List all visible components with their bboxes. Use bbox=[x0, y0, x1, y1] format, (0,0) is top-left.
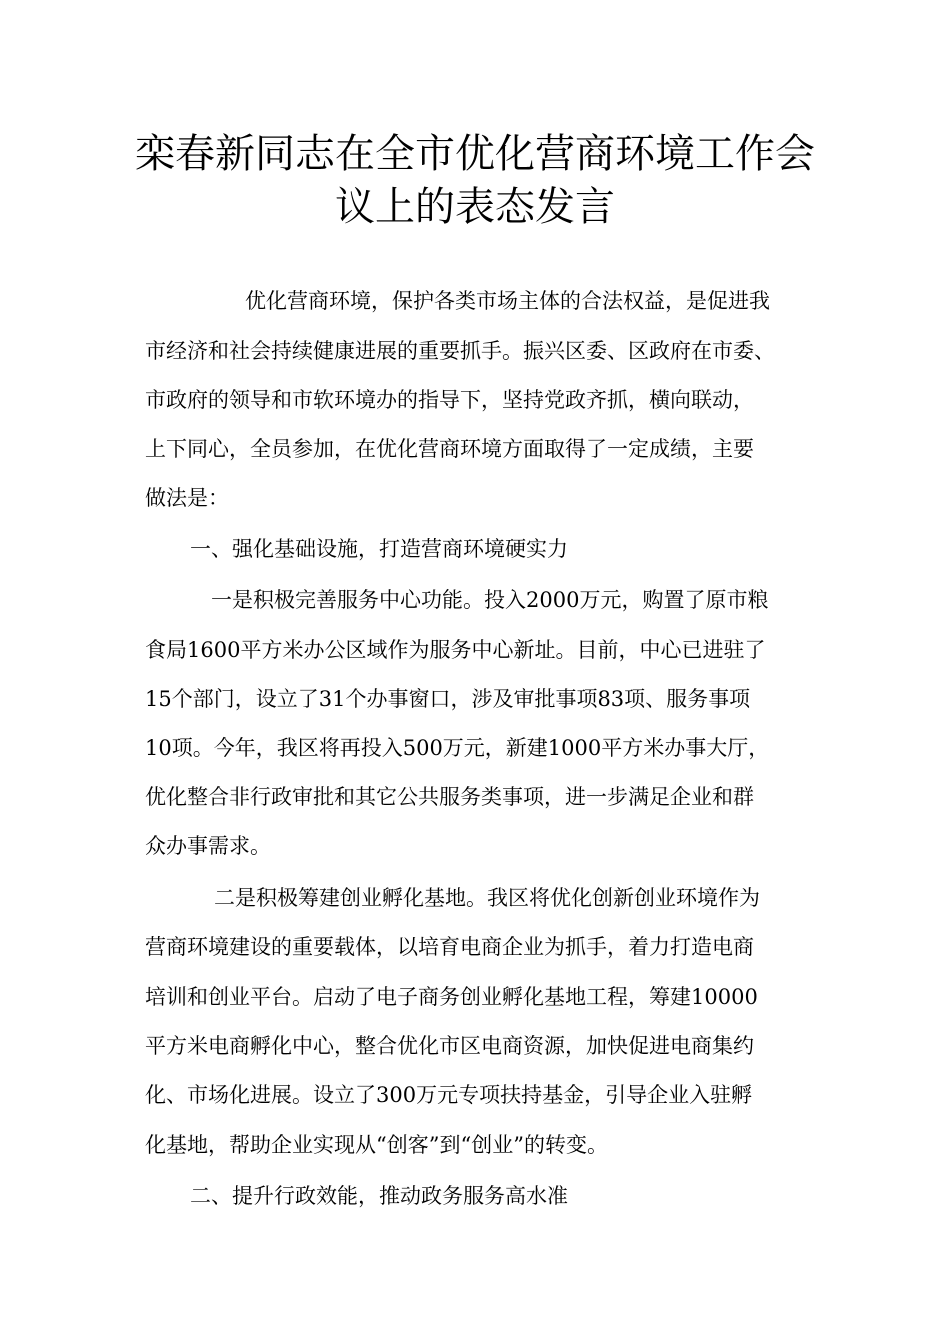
body-line: 营商环境建设的重要载体，以培育电商企业为抓手，着力打造电商 bbox=[145, 935, 754, 959]
document-title-line-2: 议上的表态发言 bbox=[335, 184, 615, 230]
document-title-line-1: 栾春新同志在全市优化营商环境工作会 bbox=[135, 131, 815, 177]
body-line: 平方米电商孵化中心，整合优化市区电商资源，加快促进电商集约 bbox=[145, 1034, 754, 1058]
body-line: 上下同心，全员参加，在优化营商环境方面取得了一定成绩，主要 bbox=[145, 437, 754, 461]
body-line: 优化营商环境，保护各类市场主体的合法权益，是促进我 bbox=[245, 289, 770, 313]
body-line: 化、市场化进展。设立了300万元专项扶持基金，引导企业入驻孵 bbox=[145, 1083, 753, 1107]
body-line: 众办事需求。 bbox=[145, 834, 271, 858]
section-heading-2: 二、提升行政效能，推动政务服务高水准 bbox=[190, 1184, 568, 1208]
body-line: 15个部门，设立了31个办事窗口，涉及审批事项83项、服务事项 bbox=[145, 687, 751, 711]
body-line: 市政府的领导和市软环境办的指导下，坚持党政齐抓，横向联动， bbox=[145, 388, 754, 412]
body-line: 培训和创业平台。启动了电子商务创业孵化基地工程，筹建10000 bbox=[145, 985, 758, 1009]
body-line: 市经济和社会持续健康进展的重要抓手。振兴区委、区政府在市委、 bbox=[145, 339, 775, 363]
body-line: 食局1600平方米办公区域作为服务中心新址。目前，中心已进驻了 bbox=[145, 638, 766, 662]
body-line: 10项。今年，我区将再投入500万元，新建1000平方米办事大厅， bbox=[145, 736, 770, 760]
body-line: 做法是： bbox=[145, 486, 229, 510]
body-line: 化基地，帮助企业实现从“创客”到“创业”的转变。 bbox=[145, 1133, 608, 1157]
body-line: 一是积极完善服务中心功能。投入2000万元，购置了原市粮 bbox=[211, 588, 769, 612]
section-heading-1: 一、强化基础设施，打造营商环境硬实力 bbox=[190, 537, 568, 561]
body-line: 优化整合非行政审批和其它公共服务类事项，进一步满足企业和群 bbox=[145, 785, 754, 809]
body-line: 二是积极筹建创业孵化基地。我区将优化创新创业环境作为 bbox=[214, 886, 760, 910]
